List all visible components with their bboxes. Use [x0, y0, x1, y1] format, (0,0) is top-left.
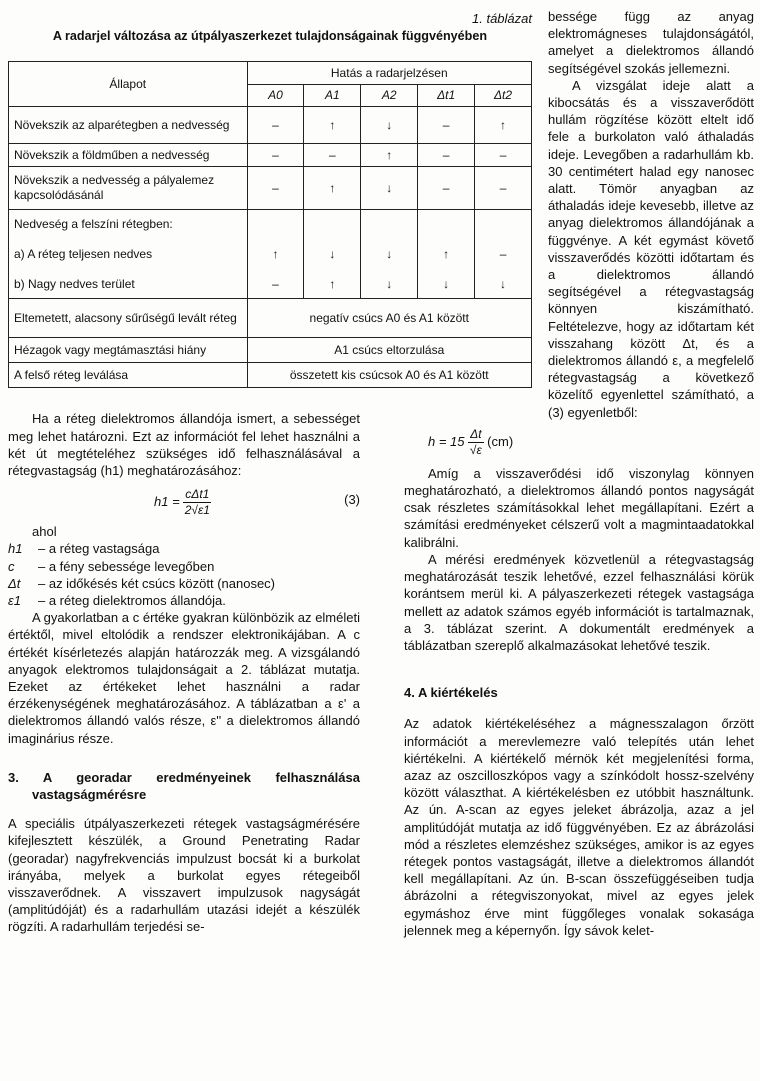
section-heading-3: 3. A georadar eredményeinek felhasználása vastagságmérésre [8, 769, 360, 803]
cell: – [247, 144, 304, 167]
symbol-definitions [8, 540, 360, 609]
table-caption: 1. táblázat [472, 11, 532, 26]
cell: ↑ [418, 238, 475, 270]
cell: ↑ [304, 167, 361, 210]
equation-numerator: Δt [470, 426, 482, 441]
equation-body [154, 487, 211, 518]
list-item [8, 592, 360, 609]
right-column [404, 8, 754, 939]
cell: ↑ [304, 107, 361, 144]
row-state: A felső réteg leválása [9, 363, 248, 388]
paragraph: A gyakorlatban a c értéke gyakran különbözik az elméleti értéktől, mivel eltolódik a rendszer elektronikájában. A c értékét kísérletezés alapján határozzák meg. A vizsgálandó anyagok elektromos tulajdonságait a 2. táblázat mutatja. Ezeket az értékeket lehet használni a radar érzékenységének meghatározásához. A táblázatban a ε' a dielektromos állandó valós része, ε'' a dielektromos állandó imaginárius része. [8, 610, 360, 746]
cell: – [418, 107, 475, 144]
ahol-label: ahol [32, 524, 57, 540]
cell [304, 210, 361, 239]
list-item [8, 575, 360, 592]
equation-3 [8, 485, 360, 519]
row-state: Hézagok vagy megtámasztási hiány [9, 338, 248, 363]
subhead-a1: A1 [304, 84, 361, 107]
equation-denominator: 2√ε1 [184, 503, 210, 518]
paragraph: Ha a réteg dielektromos állandója ismert, a sebességet meg lehet határozni. Ezt az információt fel lehet használni a két út megtételéhez szükséges idő felhasználásával a rétegvastagság (h1) meghatározásához: [8, 411, 360, 479]
cell: – [247, 270, 304, 299]
row-effect: A1 csúcs eltorzulása [247, 338, 531, 363]
equation-approx [404, 423, 754, 463]
cell: – [247, 107, 304, 144]
paragraph: A mérési eredmények közvetlenül a rétegvastagság meghatározását teszik lehetővé, ezzel felhasználási körük korántsem merül ki. A pályaszerkezeti rétegek vastagsága mellett az adatok számos egyéb információt is tartalmaznak, a 3. táblázat szerint. A dokumentált eredmények a táblázatban szereplő alkalmazásokat lehetővé teszik. [404, 551, 754, 653]
equation-number: (3) [344, 492, 360, 508]
cell: ↓ [361, 167, 418, 210]
paragraph: A speciális útpályaszerkezeti rétegek vastagságmérésére kifejlesztett készülék, a Ground Penetrating Radar (georadar) nagyfrekvenciás impulzust bocsát ki a burkolat irányába, melyek a burkolat egyes rétegeiből visszaverődnek. A visszavert impulzusok nagyságát (amplitúdóját) és a radarhullám utazási idejét a készülék rögzíti. A radarhullám terjedési se- [8, 816, 360, 935]
row-effect: negatív csúcs A0 és A1 között [247, 299, 531, 338]
row-state: a) A réteg teljesen nedves [9, 238, 248, 270]
symbol: Δt [8, 575, 21, 591]
list-item [8, 540, 360, 557]
cell: ↓ [361, 270, 418, 299]
cell: – [304, 144, 361, 167]
equation-fraction [183, 487, 211, 518]
equation-body [428, 427, 513, 458]
subhead-a0: A0 [247, 84, 304, 107]
cell: – [418, 144, 475, 167]
row-state: Növekszik a nedvesség a pályalemez kapcsolódásánál [9, 167, 248, 210]
symbol: c [8, 558, 15, 574]
symbol-definition: – a fény sebessége levegőben [38, 558, 215, 574]
header-state: Állapot [9, 62, 248, 107]
equation-fraction [468, 427, 483, 458]
cell: – [475, 238, 532, 270]
subhead-dt2: Δt2 [475, 84, 532, 107]
row-state: Növekszik az alparétegben a nedvesség [9, 107, 248, 144]
subhead-dt1: Δt1 [418, 84, 475, 107]
paragraph: Amíg a visszaverődési idő viszonylag könnyen meghatározható, a dielektromos állandó pontos nagyságát csak részletes számításokkal lehet megállapítani. Ezért a számítási eredményeket célszerű volt a magmintaadatokkal kalibrálni. [404, 465, 754, 550]
right-narrow-text [548, 8, 754, 421]
header-effect: Hatás a radarjelzésen [247, 62, 531, 85]
symbol-definition: – az időkésés két csúcs között (nanosec) [38, 575, 276, 591]
cell: – [418, 167, 475, 210]
cell: ↓ [304, 238, 361, 270]
row-effect: összetett kis csúcsok A0 és A1 között [247, 363, 531, 388]
table-title: A radarjel változása az útpályaszerkezet tulajdonságainak függvényében [52, 29, 488, 44]
symbol: h1 [8, 541, 23, 557]
cell: ↓ [475, 270, 532, 299]
paragraph: bessége függ az anyag elektromágneses tulajdonságától, amelyet a dielektromos állandó segítségével szokás jellemezni. [548, 9, 754, 76]
equation-numerator: cΔt1 [185, 487, 210, 502]
cell: – [475, 144, 532, 167]
cell: – [475, 167, 532, 210]
cell: ↓ [418, 270, 475, 299]
cell: ↑ [304, 270, 361, 299]
equation-lhs: h = 15 [428, 433, 465, 449]
cell: ↓ [361, 238, 418, 270]
row-state: Eltemetett, alacsony sűrűségű levált réteg [9, 299, 248, 338]
paragraph: A vizsgálat ideje alatt a kibocsátás és a visszaverődött hullám rögzítése között eltelt idő fele a burkolaton való áthaladás ideje. Levegőben a radarhullám kb. 30 centimétert halad egy nanosec alatt. Tömör anyagban az áthaladás ideje kevesebb, illetve az anyag dielektromos állandójának a függvénye. A két egymást követő visszaverődés közötti időtartam és a dielektromos állandó segítségével a rétegvastagság könnyen kiszámítható. Feltételezve, hogy az időtartam két visszahang között Δt, és a dielektromos állandó ε, a megfelelő rétegvastagság a következő közelítő egyenlettel számítható, a (3) egyenletből: [548, 77, 754, 420]
list-item [8, 558, 360, 575]
row-state: b) Nagy nedves terület [9, 270, 248, 299]
paragraph: Az adatok kiértékeléséhez a mágnesszalagon őrzött információt a merevlemezre való telepítés után lehet kiértékelni. A kiértékelő mérnök két megjelenítési forma, azaz az oszcilloszkópos vagy a színkódolt hossz-szelvény között választhat. A kiértékelésben ez utóbbit használtunk. Az ún. A-scan az egyes jeleket ábrázolja, azaz a jel amplitúdóját mutatja az idő függvényében. Ez az ábrázolási mód a részletes elemzéshez szükséges, amikor is az egyes rétegek pontos vastagságát, illetve a dielektromos állandót kell megállapítani. Az ún. B-scan összefüggéseiben tudja ábrázolni a rétegviszonyokat, mivel az egyes jelek egymáshoz érve mint függőleges vonalak sokasága jelennek meg a képernyőn. Így sávok kelet- [404, 716, 754, 938]
symbol-definition: – a réteg dielektromos állandója. [38, 593, 226, 609]
cell: ↑ [247, 238, 304, 270]
section-heading-4: 4. A kiértékelés [404, 685, 498, 701]
cell: ↑ [475, 107, 532, 144]
symbol: ε1 [8, 593, 21, 609]
cell: – [247, 167, 304, 210]
cell: ↑ [361, 144, 418, 167]
symbol-definition: – a réteg vastagsága [38, 541, 160, 557]
equation-denominator: √ε [469, 442, 482, 457]
left-text [8, 410, 360, 935]
equation-unit: (cm) [487, 433, 514, 449]
row-state: Nedveség a felszíni rétegben: [9, 210, 248, 239]
subhead-a2: A2 [361, 84, 418, 107]
cell [247, 210, 304, 239]
equation-lhs: h1 = [154, 494, 180, 510]
cell: ↓ [361, 107, 418, 144]
row-state: Növekszik a földműben a nedvesség [9, 144, 248, 167]
